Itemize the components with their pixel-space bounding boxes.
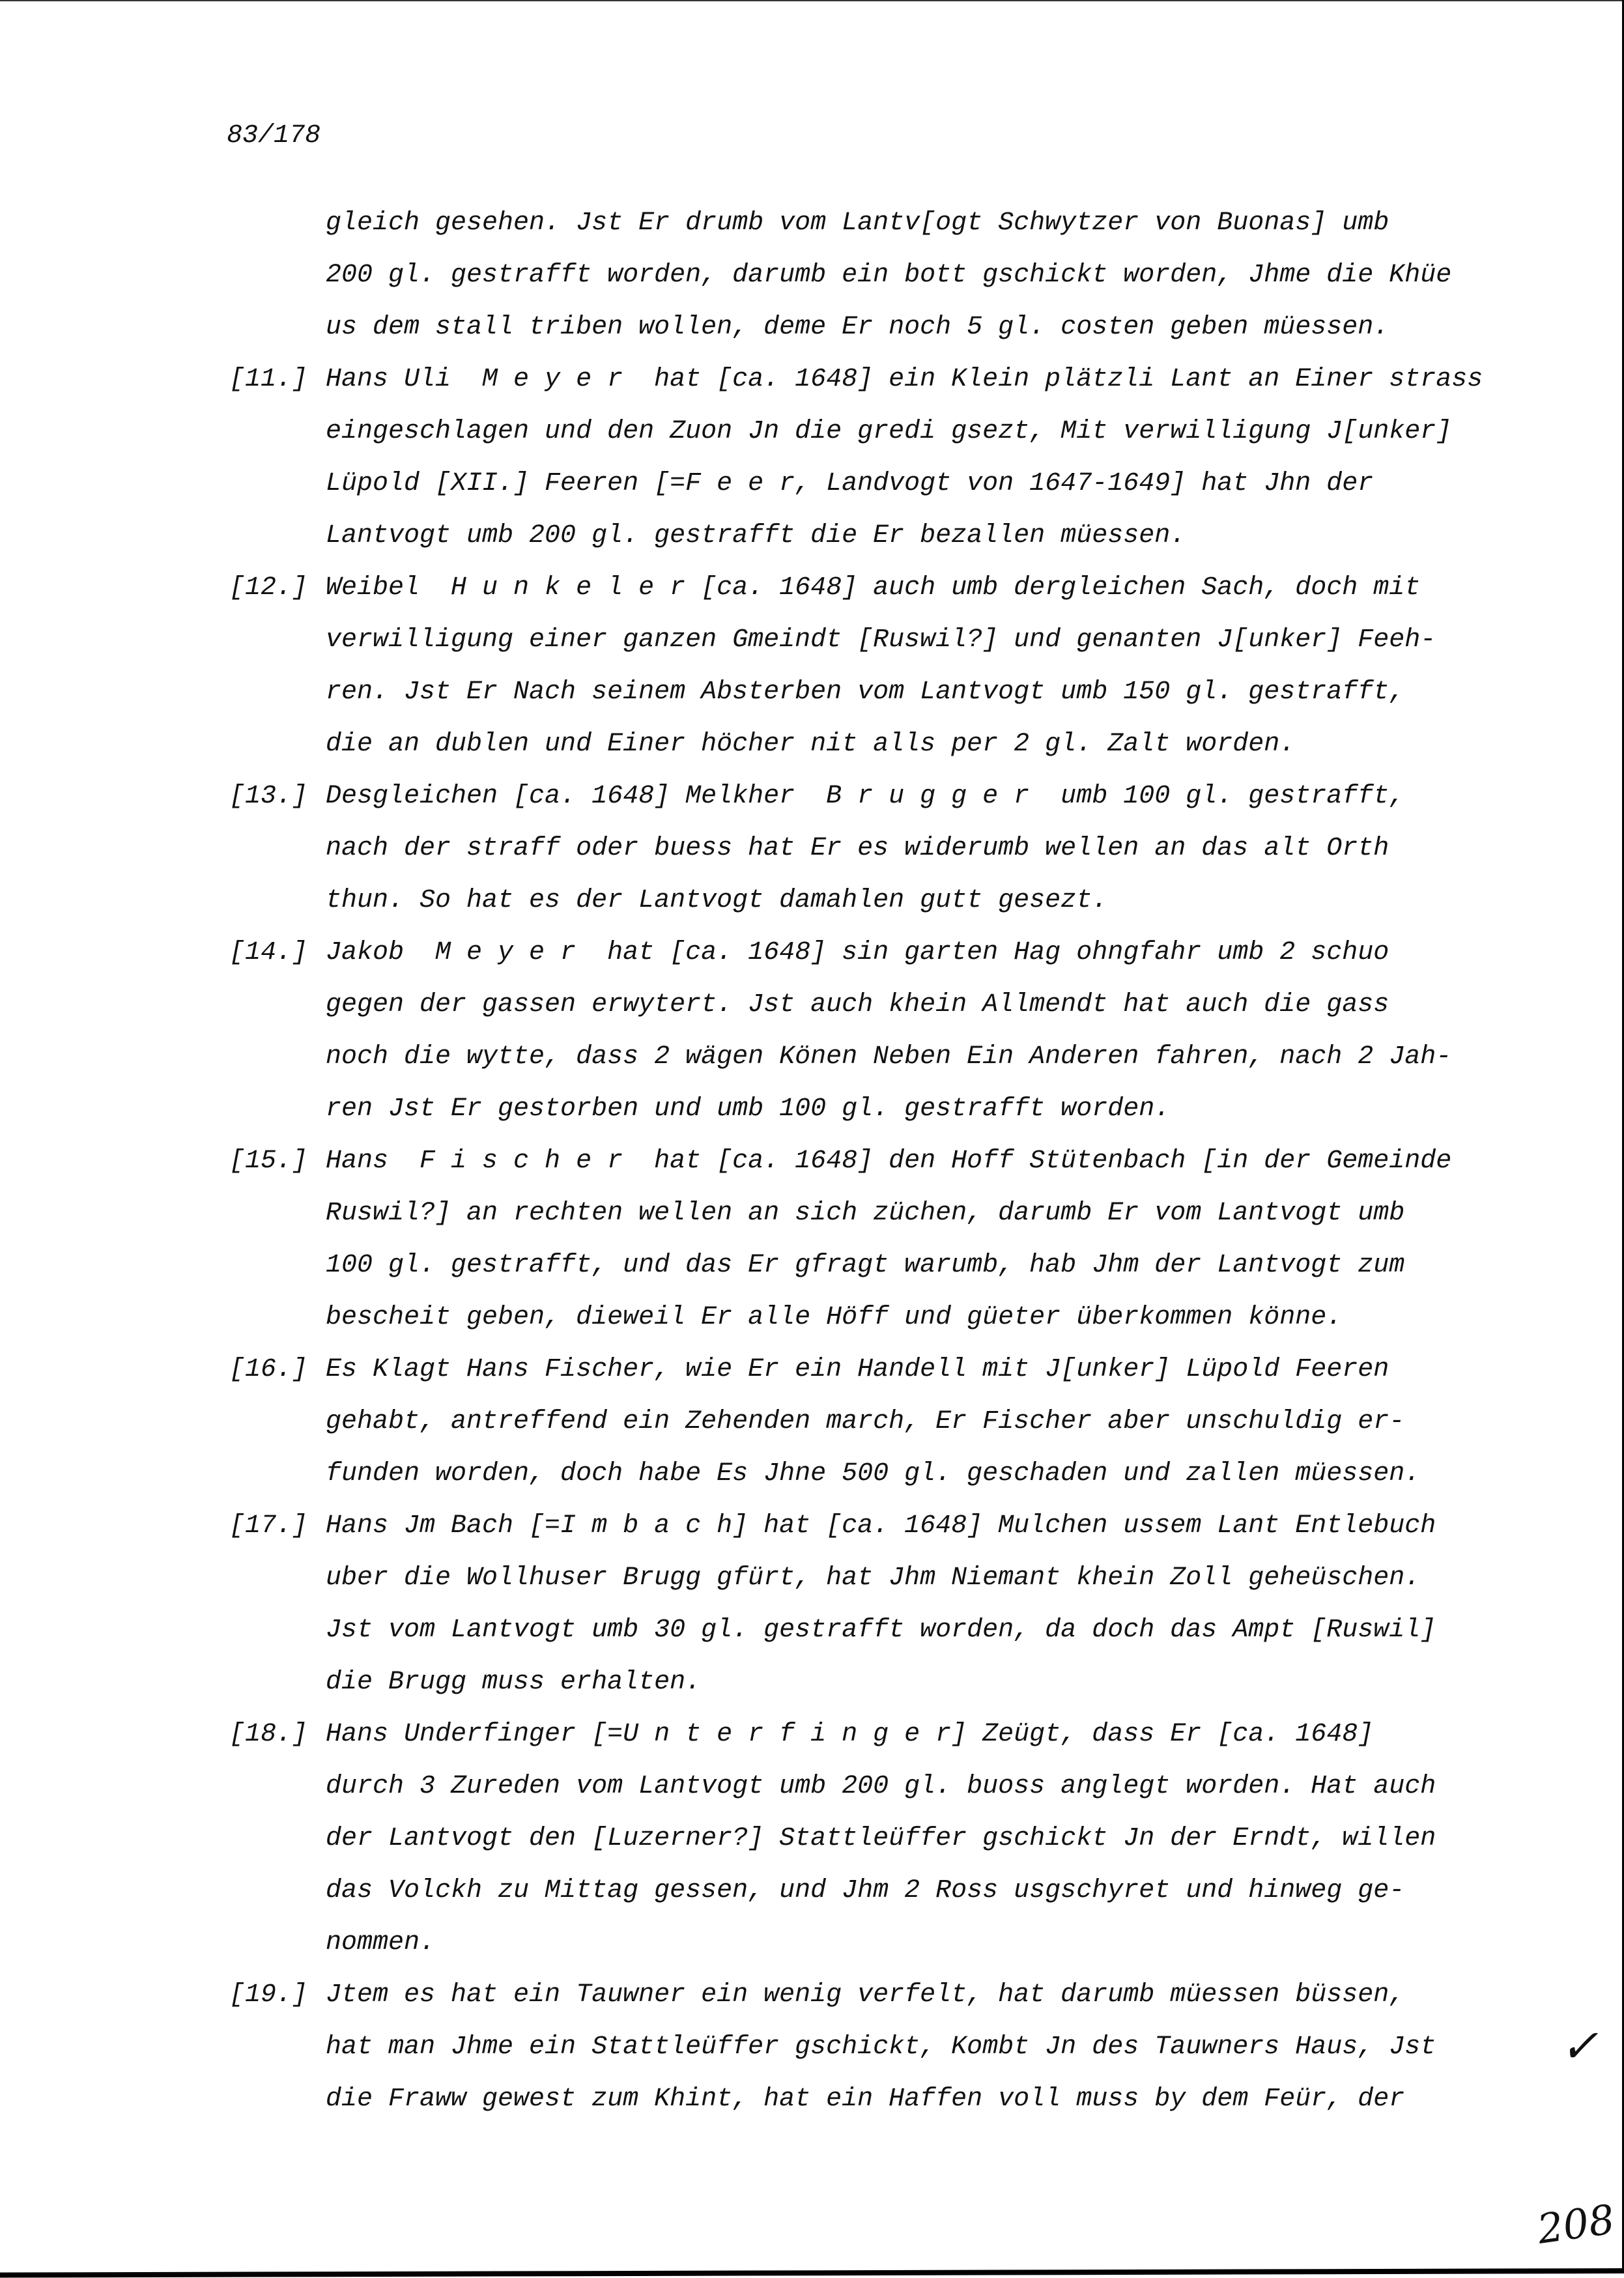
document-entry	[229, 197, 1483, 354]
entry-number: [18.]	[229, 1720, 308, 1749]
text-line: Weibel H u n k e l e r [ca. 1648] auch umb dergleichen Sach, doch mit	[326, 573, 1421, 603]
text-line: us dem stall triben wollen, deme Er noch 5 gl. costen geben müessen.	[326, 313, 1389, 342]
document-entry	[229, 1344, 1483, 1500]
page-edge-bottom	[0, 2268, 1624, 2278]
handwritten-check-mark: ✓	[1560, 2019, 1599, 2073]
entry-number: [11.]	[229, 365, 308, 394]
document-body	[229, 197, 1483, 2126]
handwritten-folio-number: 208	[1534, 2195, 1617, 2253]
text-line: Jst vom Lantvogt umb 30 gl. gestrafft worden, da doch das Ampt [Ruswil]	[326, 1616, 1436, 1645]
text-line: 200 gl. gestrafft worden, darumb ein bott gschickt worden, Jhme die Khüe	[326, 261, 1452, 290]
text-line: die an dublen und Einer höcher nit alls per 2 gl. Zalt worden.	[326, 730, 1296, 759]
text-line: Jtem es hat ein Tauwner ein wenig verfelt, hat darumb müessen büssen,	[326, 1980, 1405, 2010]
text-line: gegen der gassen erwytert. Jst auch khein Allmendt hat auch die gass	[326, 990, 1389, 1019]
text-line: Ruswil?] an rechten wellen an sich züchen, darumb Er vom Lantvogt umb	[326, 1199, 1405, 1228]
text-line: Lüpold [XII.] Feeren [=F e e r, Landvogt von 1647-1649] hat Jhn der	[326, 469, 1374, 498]
document-entry	[229, 562, 1483, 771]
entry-text	[326, 927, 1451, 1135]
text-line: uber die Wollhuser Brugg gfürt, hat Jhm Niemant khein Zoll geheüschen.	[326, 1563, 1421, 1593]
entry-text	[326, 1344, 1420, 1500]
entry-number: [19.]	[229, 1980, 308, 2010]
entry-text	[326, 771, 1404, 927]
document-entry	[229, 1709, 1483, 1969]
page-reference: 83/178	[227, 121, 321, 150]
document-entry	[229, 927, 1483, 1135]
document-entry	[229, 354, 1483, 562]
text-line: thun. So hat es der Lantvogt damahlen gutt gesezt.	[326, 886, 1108, 915]
text-line: Es Klagt Hans Fischer, wie Er ein Handell mit J[unker] Lüpold Feeren	[326, 1355, 1389, 1384]
entry-text	[326, 354, 1483, 562]
entry-text	[326, 197, 1451, 354]
entry-text	[326, 562, 1436, 771]
document-entry	[229, 1500, 1483, 1709]
text-line: Hans F i s c h e r hat [ca. 1648] den Hoff Stütenbach [in der Gemeinde	[326, 1146, 1452, 1176]
text-line: die Brugg muss erhalten.	[326, 1668, 702, 1697]
text-line: bescheit geben, dieweil Er alle Höff und güeter überkommen könne.	[326, 1303, 1343, 1332]
entry-number	[229, 197, 326, 249]
text-line: verwilligung einer ganzen Gmeindt [Ruswil?] und genanten J[unker] Feeh-	[326, 625, 1436, 655]
text-line: Hans Uli M e y e r hat [ca. 1648] ein Klein plätzli Lant an Einer strass	[326, 365, 1483, 394]
text-line: gleich gesehen. Jst Er drumb vom Lantv[ogt Schwytzer von Buonas] umb	[326, 208, 1389, 238]
text-line: nommen.	[326, 1928, 436, 1958]
text-line: Lantvogt umb 200 gl. gestrafft die Er bezallen müessen.	[326, 521, 1186, 550]
text-line: eingeschlagen und den Zuon Jn die gredi gsezt, Mit verwilligung J[unker]	[326, 417, 1452, 446]
text-line: die Fraww gewest zum Khint, hat ein Haffen voll muss by dem Feür, der	[326, 2085, 1405, 2114]
text-line: Hans Jm Bach [=I m b a c h] hat [ca. 1648] Mulchen ussem Lant Entlebuch	[326, 1511, 1436, 1541]
text-line: Hans Underfinger [=U n t e r f i n g e r] Zeügt, dass Er [ca. 1648]	[326, 1720, 1374, 1749]
entry-number: [17.]	[229, 1511, 308, 1541]
entry-number: [15.]	[229, 1146, 308, 1176]
text-line: der Lantvogt den [Luzerner?] Stattleüffer gschickt Jn der Erndt, willen	[326, 1824, 1436, 1853]
text-line: ren. Jst Er Nach seinem Absterben vom Lantvogt umb 150 gl. gestrafft,	[326, 677, 1405, 707]
text-line: das Volckh zu Mittag gessen, und Jhm 2 Ross usgschyret und hinweg ge-	[326, 1876, 1405, 1905]
text-line: 100 gl. gestrafft, und das Er gfragt warumb, hab Jhm der Lantvogt zum	[326, 1251, 1405, 1280]
entry-number: [14.]	[229, 938, 308, 967]
text-line: gehabt, antreffend ein Zehenden march, Er Fischer aber unschuldig er-	[326, 1407, 1405, 1436]
document-entry	[229, 1135, 1483, 1344]
document-entry	[229, 1969, 1483, 2126]
entry-text	[326, 1500, 1436, 1709]
entry-text	[326, 1135, 1451, 1344]
text-line: Jakob M e y e r hat [ca. 1648] sin garten Hag ohngfahr umb 2 schuo	[326, 938, 1389, 967]
text-line: nach der straff oder buess hat Er es widerumb wellen an das alt Orth	[326, 834, 1389, 863]
entry-number: [16.]	[229, 1355, 308, 1384]
text-line: ren Jst Er gestorben und umb 100 gl. gestrafft worden.	[326, 1094, 1171, 1124]
entry-number: [13.]	[229, 782, 308, 811]
page-edge-top	[0, 0, 1624, 1]
document-entry	[229, 771, 1483, 927]
text-line: funden worden, doch habe Es Jhne 500 gl. geschaden und zallen müessen.	[326, 1459, 1421, 1488]
text-line: noch die wytte, dass 2 wägen Könen Neben Ein Anderen fahren, nach 2 Jah-	[326, 1042, 1452, 1072]
entry-text	[326, 1969, 1436, 2126]
entry-number: [12.]	[229, 573, 308, 603]
text-line: Desgleichen [ca. 1648] Melkher B r u g g e r umb 100 gl. gestrafft,	[326, 782, 1405, 811]
entry-text	[326, 1709, 1436, 1969]
text-line: hat man Jhme ein Stattleüffer gschickt, Kombt Jn des Tauwners Haus, Jst	[326, 2032, 1436, 2062]
text-line: durch 3 Zureden vom Lantvogt umb 200 gl. buoss anglegt worden. Hat auch	[326, 1772, 1436, 1801]
